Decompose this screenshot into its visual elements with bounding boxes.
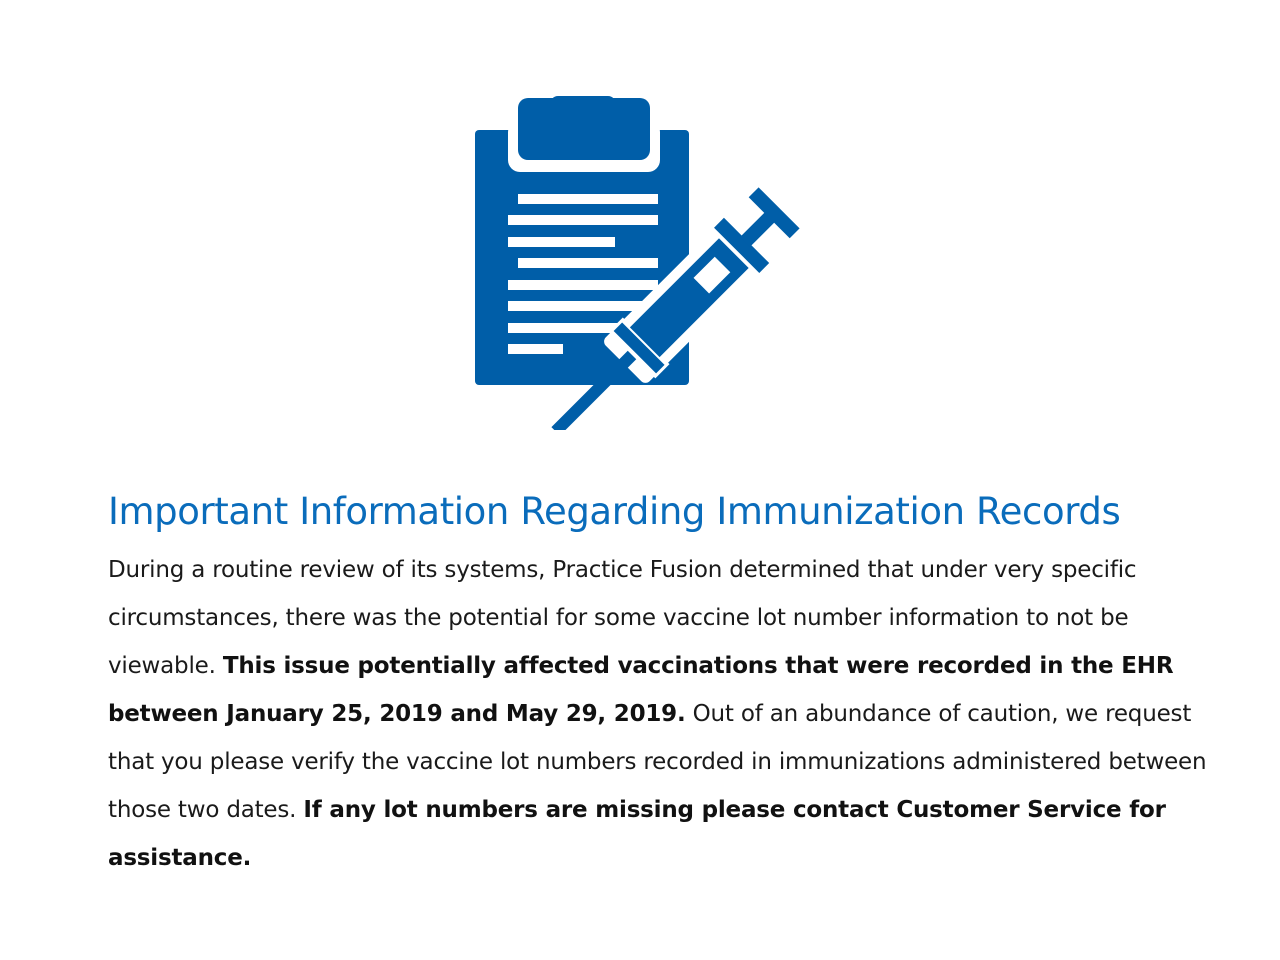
- notice-body: [108, 546, 1218, 882]
- contact-support-text: If any lot numbers are missing please contact Customer Service for assistance.: [108, 797, 1166, 871]
- notice-intro-text: During a routine review of its systems, Practice Fusion determined that under very specific circumstances, there was the potential for some vaccine lot number information to not be viewable.: [108, 557, 1137, 679]
- affected-dates-text: This issue potentially affected vaccinations that were recorded in the EHR between January 25, 2019 and May 29, 2019.: [108, 653, 1174, 727]
- clipboard-syringe-graphic: [470, 92, 822, 430]
- verify-request-text: Out of an abundance of caution, we request that you please verify the vaccine lot numbers recorded in immunizations administered between those two dates.: [108, 701, 1207, 823]
- notice-section: [108, 488, 1218, 882]
- clipboard-syringe-icon: [470, 92, 822, 430]
- page-title: Important Information Regarding Immunization Records: [108, 490, 1121, 533]
